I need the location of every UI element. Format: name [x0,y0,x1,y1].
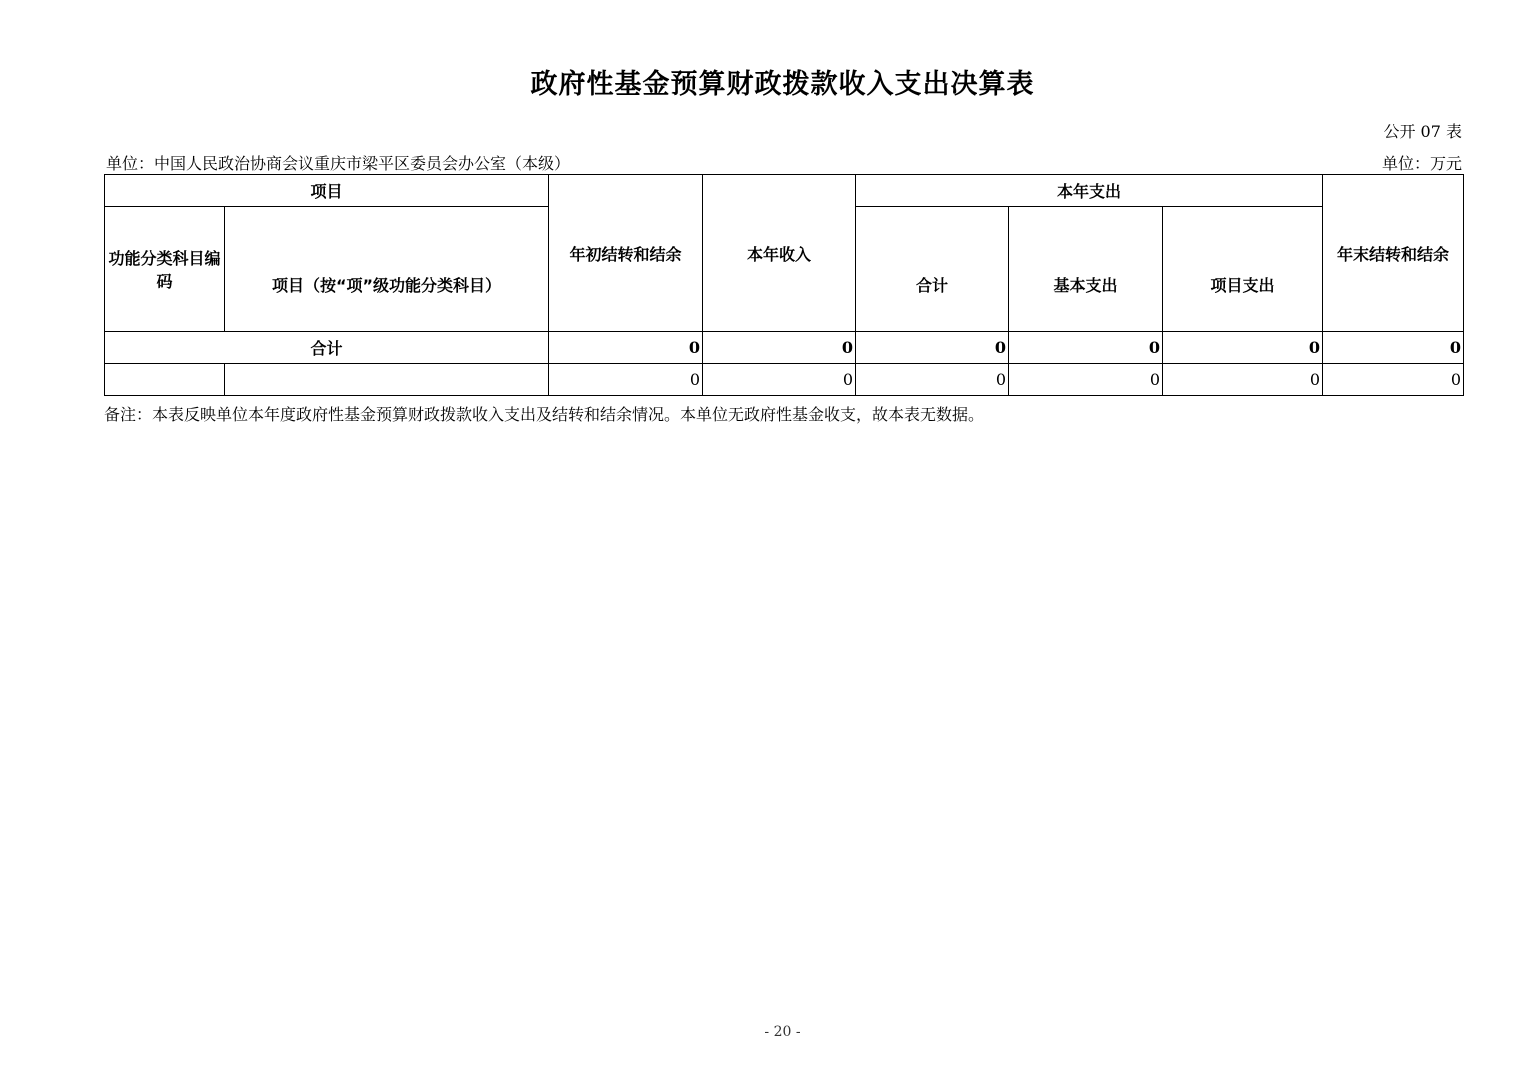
total-end-balance: 0 [1323,332,1464,364]
header-func-code: 功能分类科目编码 [105,207,225,332]
row-project-expense: 0 [1163,364,1323,396]
table-note: 备注：本表反映单位本年度政府性基金预算财政拨款收入支出及结转和结余情况。本单位无政府性基金收支，故本表无数据。 [104,405,985,424]
total-project-expense: 0 [1163,332,1323,364]
page-number: - 20 - [764,1024,801,1040]
row-expense-total: 0 [856,364,1009,396]
row-end-balance: 0 [1323,364,1464,396]
unit-currency: 单位：万元 [1381,154,1462,173]
row-begin-balance: 0 [549,364,703,396]
total-basic-expense: 0 [1009,332,1163,364]
header-basic-expense: 基本支出 [1009,207,1163,332]
total-row [105,332,1464,364]
header-current-expense: 本年支出 [856,175,1323,207]
page-title: 政府性基金预算财政拨款收入支出决算表 [530,69,1035,100]
total-current-income: 0 [703,332,856,364]
form-number: 公开 07 表 [1383,122,1462,141]
header-project-expense: 项目支出 [1163,207,1323,332]
row-func-code [105,364,225,396]
budget-table [104,174,1464,396]
row-basic-expense: 0 [1009,364,1163,396]
header-begin-balance: 年初结转和结余 [549,175,703,332]
total-expense-total: 0 [856,332,1009,364]
header-project-name: 项目（按“项”级功能分类科目） [225,207,549,332]
unit-organization: 单位：中国人民政治协商会议重庆市梁平区委员会办公室（本级） [106,154,571,173]
header-project: 项目 [105,175,549,207]
row-project-name [225,364,549,396]
table-row [105,364,1464,396]
row-current-income: 0 [703,364,856,396]
header-expense-total: 合计 [856,207,1009,332]
header-current-income: 本年收入 [703,175,856,332]
total-label: 合计 [105,332,549,364]
header-end-balance: 年末结转和结余 [1323,175,1464,332]
total-begin-balance: 0 [549,332,703,364]
